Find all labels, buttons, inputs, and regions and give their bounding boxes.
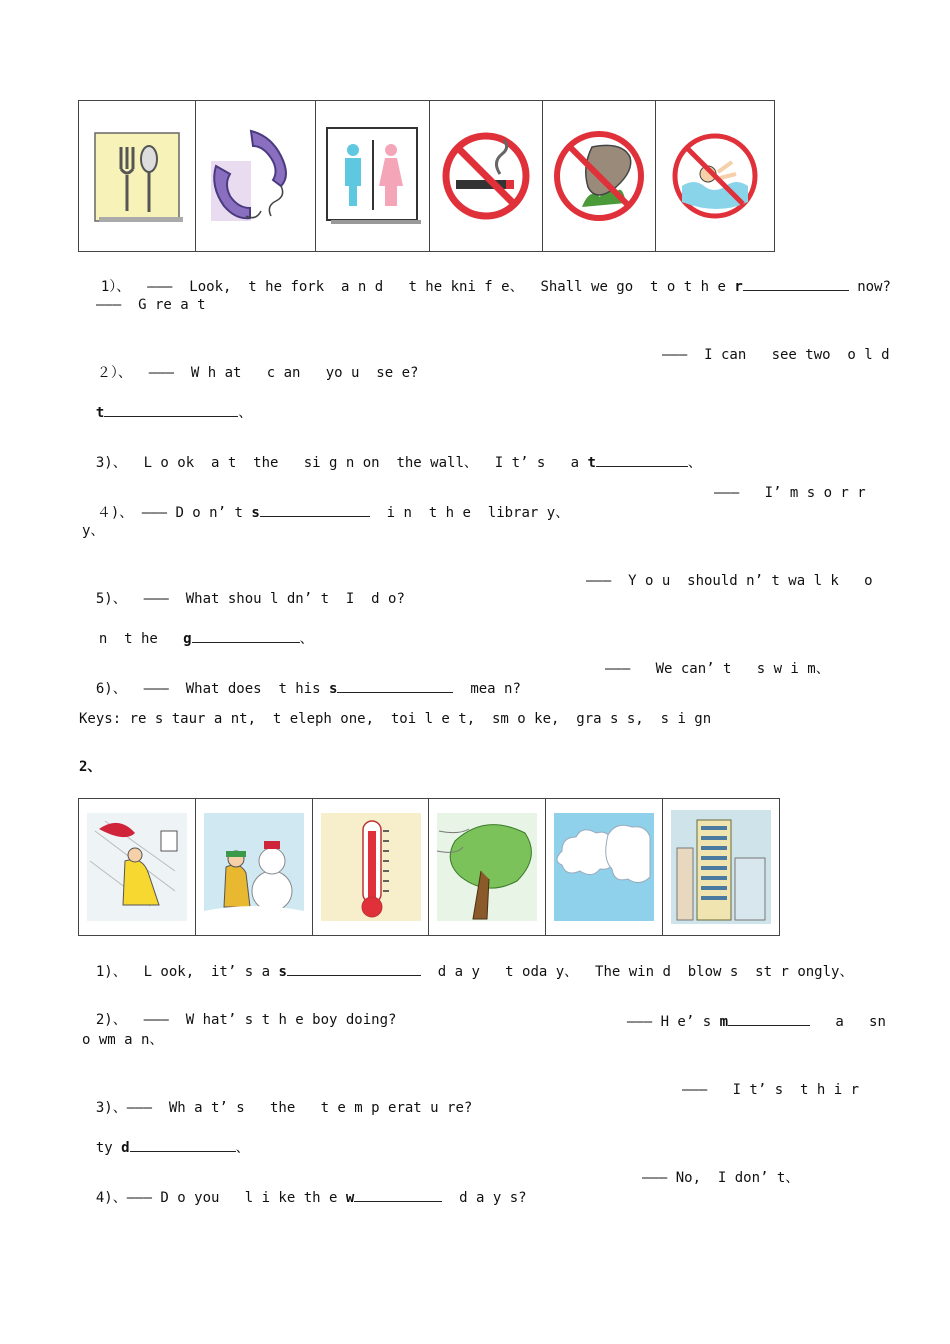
s2-q4-line: 4)、——— D o you l i ke th e w d a y s? bbox=[79, 1169, 527, 1207]
toilet-icon bbox=[325, 126, 421, 226]
s2-q3-reply: ——— I t’ s t h i r bbox=[682, 1082, 860, 1098]
s1-q1-answer: ——— G re a t bbox=[96, 297, 206, 313]
blank-initial: m bbox=[719, 1014, 729, 1030]
blank-initial: w bbox=[345, 1190, 355, 1206]
s1-q2-reply: ——— I can see two o l d bbox=[662, 347, 890, 363]
s2-q1-line: 1)、 L ook, it’ s a s d a y t oda y、 The win d blow s st r ongly、 bbox=[79, 943, 853, 981]
s1-q2-line: ２）、 ——— W h at c an yo u se e? bbox=[96, 365, 419, 381]
s2-q2-line2: o wm a n、 bbox=[82, 1032, 164, 1048]
snowman-icon bbox=[202, 811, 306, 923]
picture-cell-toilet bbox=[316, 101, 430, 251]
windy-rain-icon bbox=[85, 811, 189, 923]
s1-q5-line2: n t he g 、 bbox=[82, 610, 314, 648]
answer-blank[interactable] bbox=[728, 1011, 810, 1026]
no-smoking-icon bbox=[440, 130, 532, 222]
s1-q4-line: ４)、 ——— D o n’ t s i n t h e librar y、 bbox=[80, 484, 569, 522]
windy-tree-icon bbox=[435, 811, 539, 923]
picture-cell-no-smoking bbox=[430, 101, 543, 251]
blank-initial: s bbox=[251, 505, 260, 521]
q-number: ４)、 bbox=[96, 505, 134, 521]
answer-blank[interactable] bbox=[287, 961, 421, 976]
answer-blank[interactable] bbox=[192, 628, 300, 643]
answer-blank[interactable] bbox=[260, 502, 370, 517]
s1-q1-line: 1）、 ——— Look, t he fork a n d t he kni f e、 Shall we go t o t h e r now? bbox=[84, 258, 891, 296]
telephone-icon bbox=[206, 121, 306, 231]
picture-cell-thermometer bbox=[313, 799, 429, 935]
answer-blank[interactable] bbox=[743, 276, 849, 291]
picture-cell-fork-spoon bbox=[79, 101, 196, 251]
thermometer-icon bbox=[319, 811, 423, 923]
answer-blank[interactable] bbox=[354, 1187, 442, 1202]
picture-row-1 bbox=[78, 100, 775, 252]
s2-q2-reply: ——— H e’ s m a sn bbox=[610, 993, 886, 1031]
q-number: 4)、 bbox=[95, 1190, 127, 1206]
s2-q3-line2: ty d 、 bbox=[79, 1119, 250, 1157]
blank-initial: s bbox=[329, 681, 338, 697]
blank-initial: t bbox=[587, 455, 596, 471]
q-number: 3)、 bbox=[95, 1100, 127, 1116]
answer-blank[interactable] bbox=[337, 678, 453, 693]
keys-line: Keys: re s taur a nt, t eleph one, toi l e t, sm o ke, gra s s, s i gn bbox=[79, 711, 712, 727]
section-2-header: 2、 bbox=[79, 759, 102, 775]
blank-initial: d bbox=[121, 1140, 130, 1156]
picture-cell-no-swimming bbox=[656, 101, 775, 251]
q-number: 2)、 bbox=[95, 1012, 127, 1028]
picture-cell-no-grass bbox=[543, 101, 656, 251]
s1-q4-reply: ——— I’ m s o r r bbox=[714, 485, 866, 501]
s1-q2-line2: t 、 bbox=[79, 384, 252, 422]
picture-row-2 bbox=[78, 798, 780, 936]
s1-q6-reply: ——— We can’ t s w i m、 bbox=[605, 661, 830, 677]
picture-cell-windy-tree bbox=[429, 799, 546, 935]
s2-q2-line: 2)、 ——— W hat’ s t h e boy doing? bbox=[95, 1012, 397, 1028]
picture-cell-windy-rain bbox=[79, 799, 196, 935]
fork-spoon-icon bbox=[91, 127, 183, 225]
s1-q6-line: 6)、 ——— What does t his s mea n? bbox=[79, 660, 521, 698]
answer-blank[interactable] bbox=[104, 402, 238, 417]
s2-q3-line: 3)、——— Wh a t’ s the t e m p erat u re? bbox=[95, 1100, 473, 1116]
blank-initial: r bbox=[734, 279, 743, 295]
q-number: 3)、 bbox=[95, 455, 127, 471]
q-number: 5)、 bbox=[95, 591, 127, 607]
answer-blank[interactable] bbox=[130, 1137, 236, 1152]
picture-cell-city bbox=[663, 799, 780, 935]
q-number: 6)、 bbox=[95, 681, 127, 697]
blank-initial: s bbox=[278, 964, 287, 980]
s1-q4-line2: y、 bbox=[82, 523, 105, 539]
cloudy-icon bbox=[552, 811, 656, 923]
s1-q3-line: 3)、 L o ok a t the si g n on the wall、 I t’ s a t 、 bbox=[79, 434, 702, 472]
no-swimming-icon bbox=[670, 130, 760, 222]
q-number: 1)、 bbox=[95, 964, 127, 980]
s1-q5-reply: ——— Y o u should n’ t wa l k o bbox=[586, 573, 873, 589]
blank-initial: g bbox=[183, 631, 192, 647]
blank-initial: t bbox=[95, 405, 105, 421]
picture-cell-snowman bbox=[196, 799, 313, 935]
picture-cell-cloudy bbox=[546, 799, 663, 935]
answer-blank[interactable] bbox=[596, 452, 688, 467]
s2-q4-reply: ——— No, I don’ t、 bbox=[642, 1170, 800, 1186]
picture-cell-telephone bbox=[196, 101, 316, 251]
q-number: ２）、 bbox=[96, 365, 132, 381]
city-building-icon bbox=[669, 808, 773, 926]
no-walking-on-grass-icon bbox=[552, 127, 646, 225]
q-number: 1）、 bbox=[100, 279, 131, 295]
s1-q5-line: 5)、 ——— What shou l dn’ t I d o? bbox=[95, 591, 405, 607]
